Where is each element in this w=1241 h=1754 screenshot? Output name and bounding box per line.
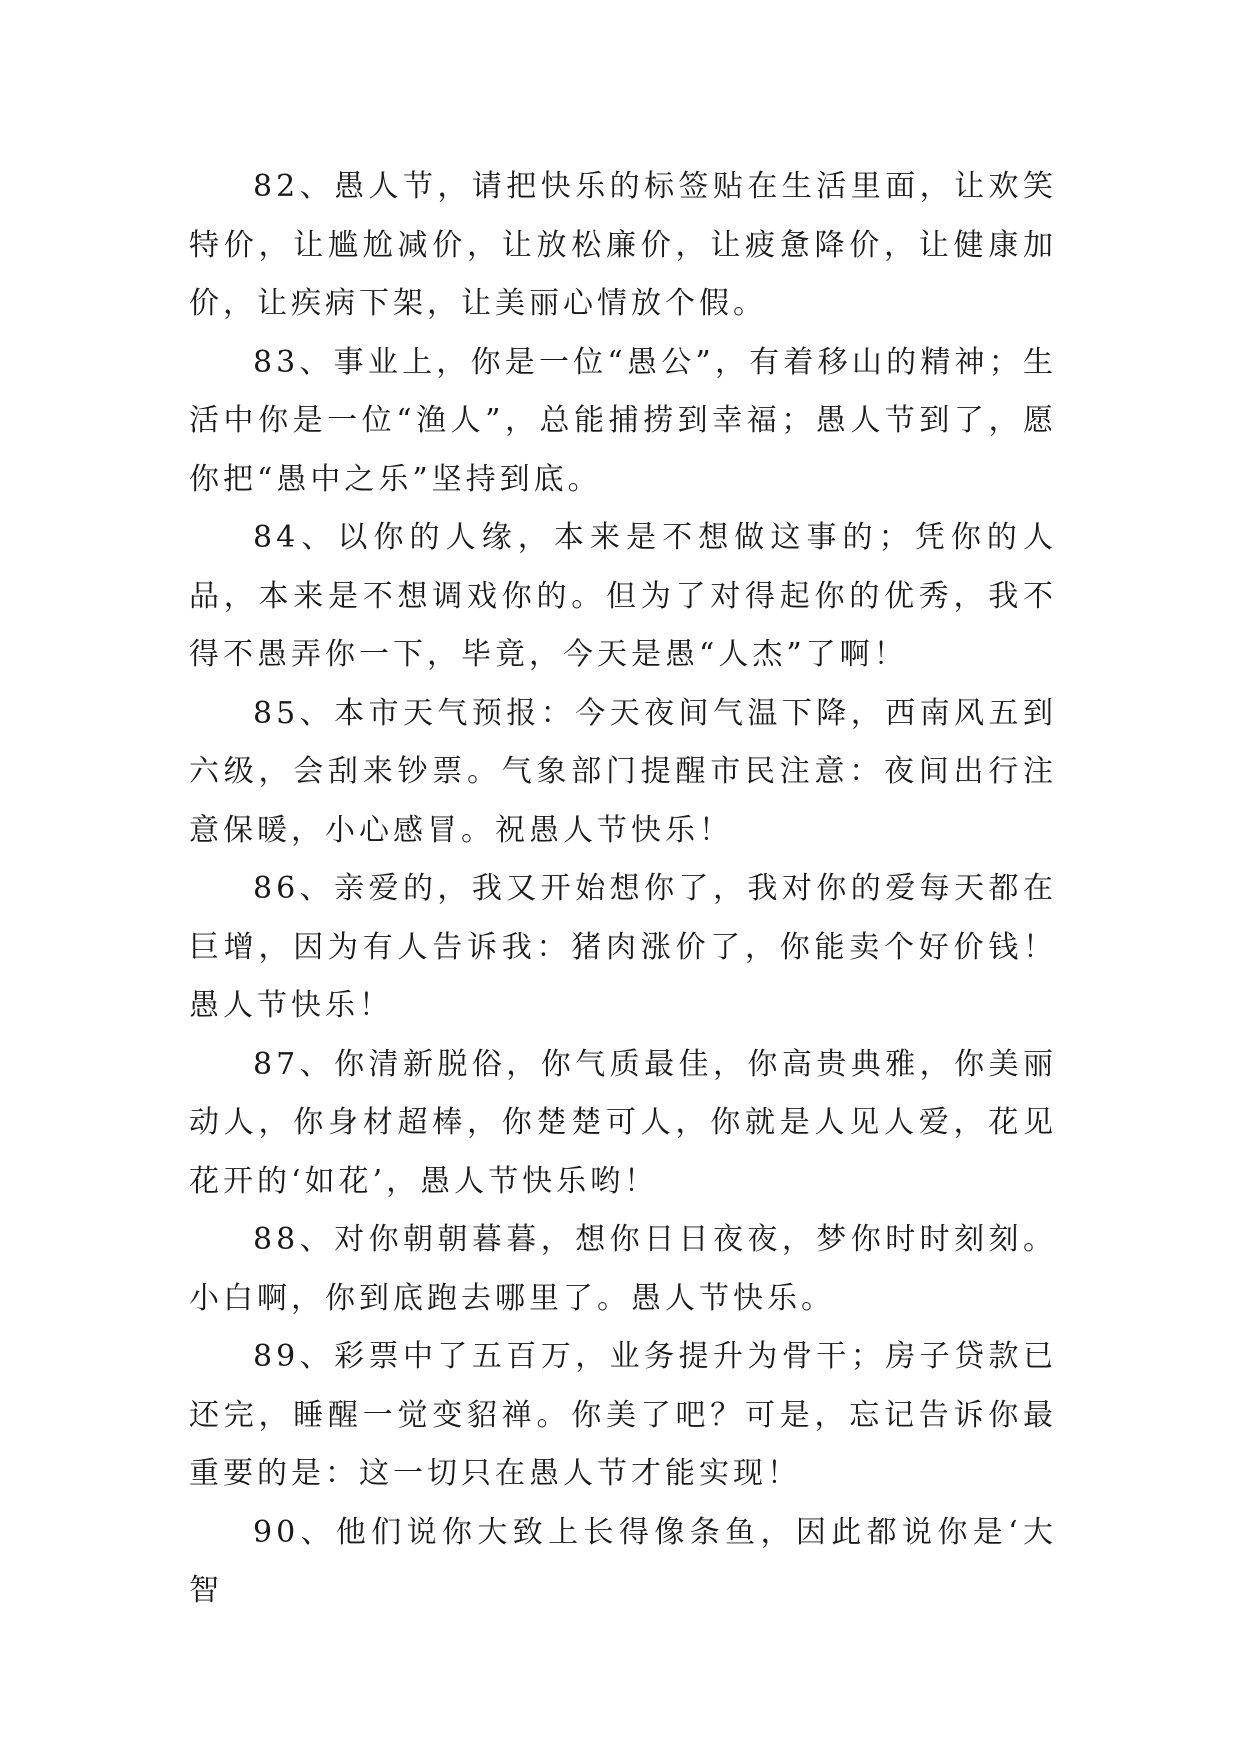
paragraph-88: 88、对你朝朝暮暮，想你日日夜夜，梦你时时刻刻。小白啊，你到底跑去哪里了。愚人节快乐。 <box>189 1222 1057 1316</box>
paragraph-85: 85、本市天气预报：今天夜间气温下降，西南风五到六级，会刮来钞票。气象部门提醒市民注意：夜间出行注意保暖，小心感冒。祝愚人节快乐！ <box>189 695 1057 848</box>
paragraph-90: 90、他们说你大致上长得像条鱼，因此都说你是‘大智 <box>189 1514 1057 1608</box>
paragraph-86: 86、亲爱的，我又开始想你了，我对你的爱每天都在巨增，因为有人告诉我：猪肉涨价了，你能卖个好价钱！愚人节快乐！ <box>189 871 1057 1023</box>
paragraph-89: 89、彩票中了五百万，业务提升为骨干；房子贷款已还完，睡醒一觉变貂禅。你美了吧？可是，忘记告诉你最重要的是：这一切只在愚人节才能实现！ <box>189 1339 1057 1491</box>
paragraph-84: 84、以你的人缘，本来是不想做这事的；凭你的人品，本来是不想调戏你的。但为了对得起你的优秀，我不得不愚弄你一下，毕竟，今天是愚“人杰”了啊！ <box>189 520 1057 672</box>
paragraph-87: 87、你清新脱俗，你气质最佳，你高贵典雅，你美丽动人，你身材超棒，你楚楚可人，你就是人见人爱，花见花开的‘如花’，愚人节快乐哟！ <box>189 1046 1057 1199</box>
paragraph-83: 83、事业上，你是一位“愚公”，有着移山的精神；生活中你是一位“渔人”，总能捕捞到幸福；愚人节到了，愿你把“愚中之乐”坚持到底。 <box>189 344 1057 497</box>
document-body <box>189 158 1057 1621</box>
paragraph-82: 82、愚人节，请把快乐的标签贴在生活里面，让欢笑特价，让尴尬减价，让放松廉价，让疲惫降价，让健康加价，让疾病下架，让美丽心情放个假。 <box>189 169 1057 321</box>
